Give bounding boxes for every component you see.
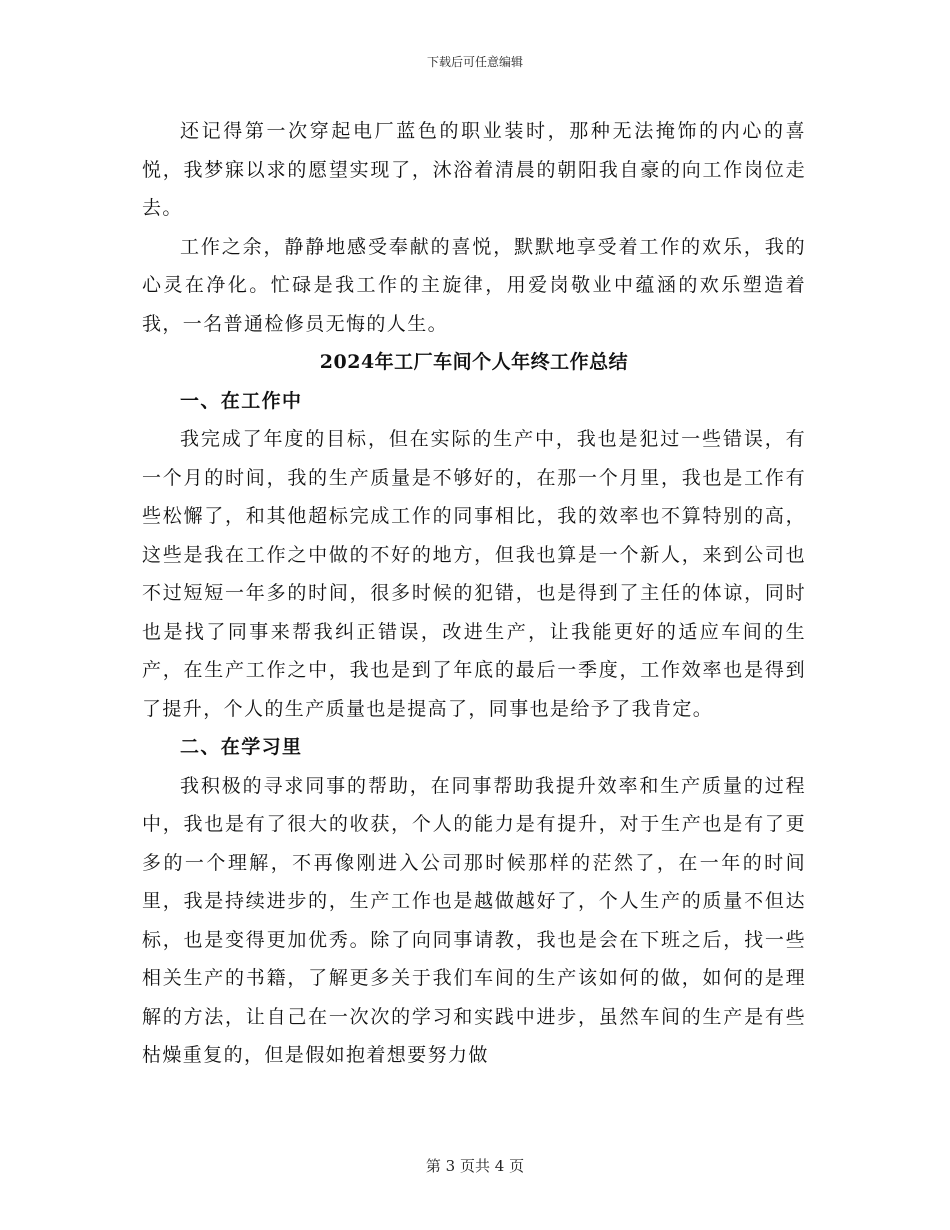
document-body [142, 112, 806, 1075]
page-header: 下载后可任意编辑 [426, 55, 523, 69]
section-body-study: 我积极的寻求同事的帮助，在同事帮助我提升效率和生产质量的过程中，我也是有了很大的收获，个人的能力是有提升，对于生产也是有了更多的一个理解，不再像刚进入公司那时候那样的茫然了，在一年的时间里，我是持续进步的，生产工作也是越做越好了，个人生产的质量不但达标，也是变得更加优秀。除了向同事请教，我也是会在下班之后，找一些相关生产的书籍，了解更多关于我们车间的生产该如何的做，如何的是理解的方法，让自己在一次次的学习和实践中进步，虽然车间的生产是有些枯燥重复的，但是假如抱着想要努力做 [142, 774, 806, 1066]
section-heading-study: 二、在学习里 [180, 736, 303, 758]
section-heading-work: 一、在工作中 [180, 389, 303, 412]
document-title: 2024年工厂车间个人年终工作总结 [319, 351, 629, 373]
section-body-work: 我完成了年度的目标，但在实际的生产中，我也是犯过一些错误，有一个月的时间，我的生产质量是不够好的，在那一个月里，我也是工作有些松懈了，和其他超标完成工作的同事相比，我的效率也不算特别的高，这些是我在工作之中做的不好的地方，但我也算是一个新人，来到公司也不过短短一年多的时间，很多时候的犯错，也是得到了主任的体谅，同时也是找了同事来帮我纠正错误，改进生产，让我能更好的适应车间的生产，在生产工作之中，我也是到了年底的最后一季度，工作效率也是得到了提升，个人的生产质量也是提高了，同事也是给予了我肯定。 [142, 428, 806, 720]
intro-paragraph-1: 还记得第一次穿起电厂蓝色的职业装时，那种无法掩饰的内心的喜悦，我梦寐以求的愿望实现了，沐浴着清晨的朝阳我自豪的向工作岗位走去。 [142, 120, 806, 219]
page-number: 第 3 页共 4 页 [425, 1157, 525, 1175]
intro-paragraph-2: 工作之余，静静地感受奉献的喜悦，默默地享受着工作的欢乐，我的心灵在净化。忙碌是我工作的主旋律，用爱岗敬业中蕴涵的欢乐塑造着我，一名普通检修员无悔的人生。 [142, 235, 806, 335]
